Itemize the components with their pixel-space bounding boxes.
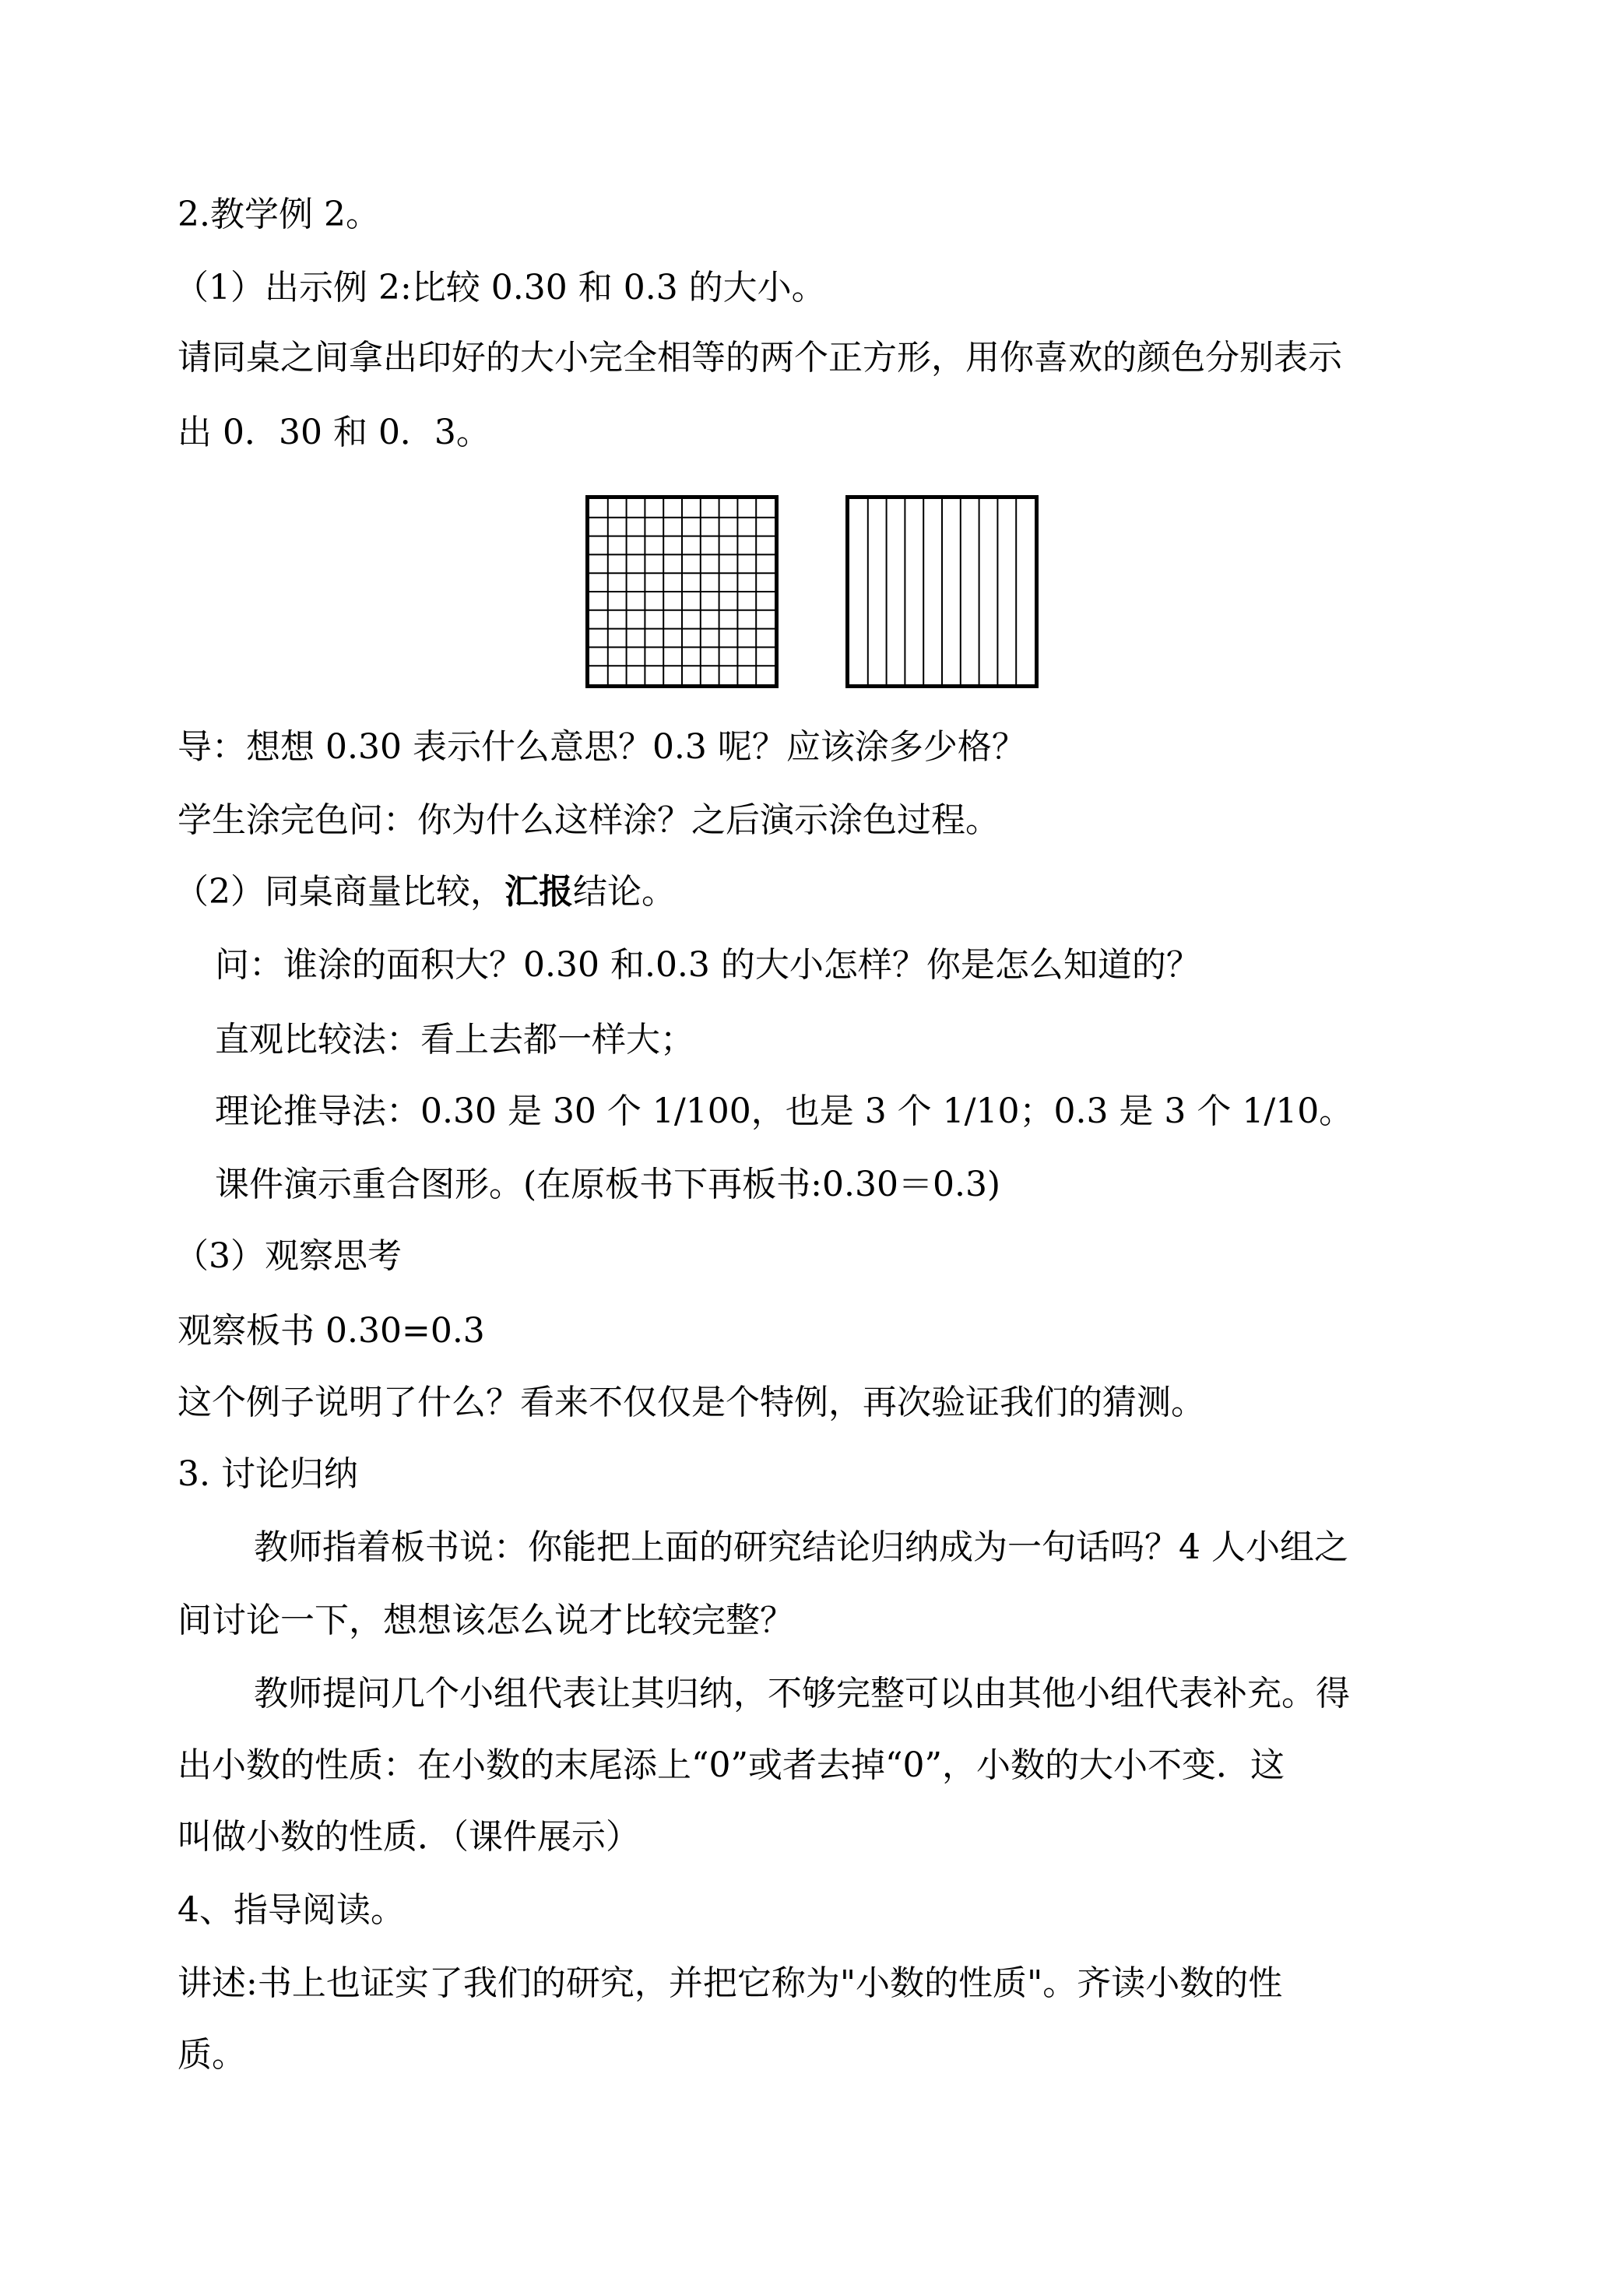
step-3-heading: （3）观察思考 [174,1236,402,1276]
paragraph-line: 出 0．30 和 0．3。 [178,413,490,452]
strip-square-tenths [845,495,1039,688]
direct-comparison: 直观比较法：看上去都一样大； [215,1020,694,1060]
paragraph-line: 请同桌之间拿出印好的大小完全相等的两个正方形，用你喜欢的颜色分别表示 [178,338,1342,378]
observe-board: 观察板书 0.30=0.3 [178,1311,485,1351]
section-heading-example-2: 2.教学例 2。 [178,195,380,234]
strip-lines [849,499,1035,684]
step-2-bold-text: 汇报 [504,872,573,912]
step-1-heading: （1）出示例 2:比较 0.30 和 0.3 的大小。 [174,268,826,308]
paragraph-line: 讲述:书上也证实了我们的研究，并把它称为"小数的性质"。齐读小数的性 [178,1963,1283,2003]
paragraph-line: 教师指着板书说：你能把上面的研究结论归纳成为一句话吗？4 人小组之 [254,1527,1348,1567]
section-heading-reading: 4、指导阅读。 [178,1890,405,1930]
paragraph-line: 这个例子说明了什么？看来不仅仅是个特例，再次验证我们的猜测。 [178,1383,1205,1422]
paragraph-line: 间讨论一下，想想该怎么说才比较完整？ [178,1601,794,1640]
question-line: 问：谁涂的面积大？0.30 和.0.3 的大小怎样？你是怎么知道的？ [215,945,1200,985]
paragraph-line: 教师提问几个小组代表让其归纳，不够完整可以由其他小组代表补充。得 [254,1674,1350,1713]
paragraph-line: 质。 [178,2035,246,2075]
paragraph-line: 叫做小数的性质．（课件展示） [178,1817,640,1857]
step-2-text: （2）同桌商量比较， [174,872,504,912]
step-2-heading [174,869,676,916]
guide-question: 导：想想 0.30 表示什么意思？0.3 呢？应该涂多少格？ [178,727,1026,767]
courseware-demo: 课件演示重合图形。(在原板书下再板书:0.30＝0.3) [215,1165,1001,1204]
paragraph-line: 出小数的性质：在小数的末尾添上“0”或者去掉“0”，小数的大小不变．这 [178,1745,1285,1785]
section-heading-discuss: 3. 讨论归纳 [178,1454,358,1494]
step-2-text-end: 结论。 [573,872,676,912]
student-question: 学生涂完色问：你为什么这样涂？之后演示涂色过程。 [178,800,1000,840]
grid-lines [589,499,775,684]
grid-square-hundredths [585,495,779,688]
theory-derivation: 理论推导法：0.30 是 30 个 1/100，也是 3 个 1/10；0.3 是 3 个 1/10。 [215,1091,1354,1131]
